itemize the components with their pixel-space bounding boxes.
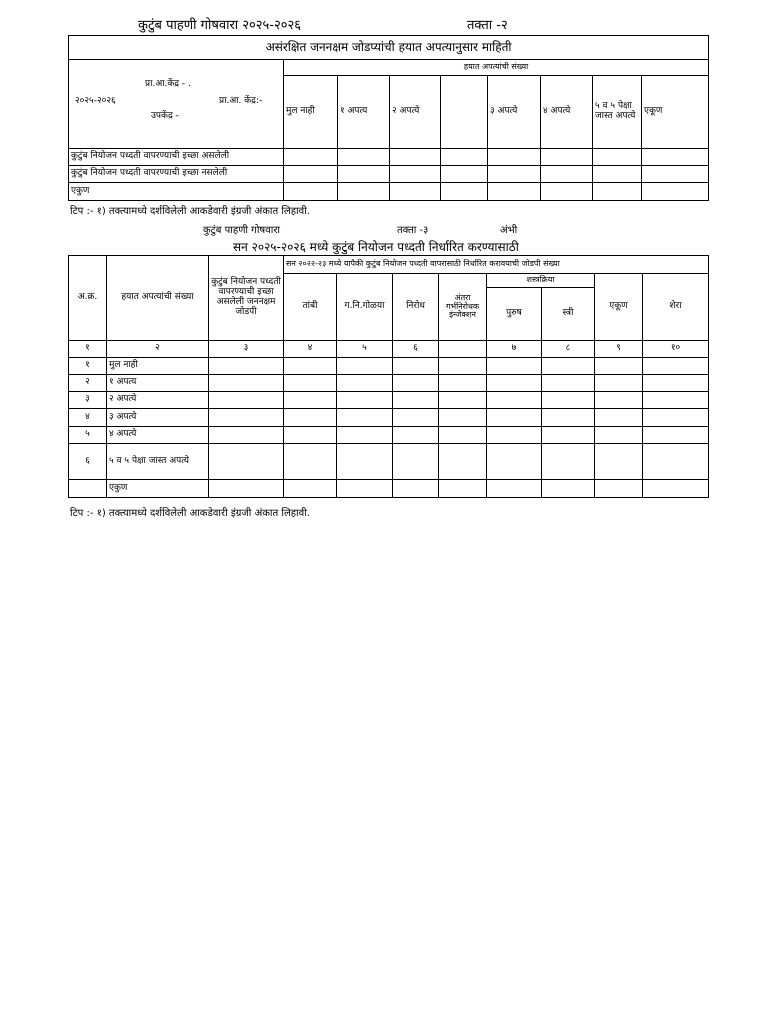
survey-summary-title: कुटुंब पाहणी गोषवारा २०२५-२०२६: [138, 18, 302, 33]
row-label: मुल नाही: [107, 358, 209, 375]
surgery-header: शस्त्रक्रिया: [487, 274, 595, 288]
table-row: [69, 358, 709, 375]
table-row: [69, 444, 709, 480]
pa-kendra-label-2: प्रा.आ. केंद्र:-: [219, 96, 263, 106]
col-number: ९: [595, 341, 643, 358]
col-female: स्त्री: [542, 288, 595, 341]
col-2-children: २ अपत्ये: [390, 76, 441, 149]
table-number-3: तक्ता -३: [397, 225, 429, 236]
serial-cell: १: [69, 358, 107, 375]
col-oral-pills: ग.नि.गोळया: [337, 274, 393, 341]
col-number: १०: [643, 341, 709, 358]
table1-title: असंरक्षित जननक्षम जोडप्यांची हयात अपत्यानुसार माहिती: [69, 36, 709, 60]
row-label: २ अपत्ये: [107, 392, 209, 409]
row-label: ३ अपत्ये: [107, 409, 209, 427]
table1-info-cell: [69, 60, 284, 149]
serial-cell: ४: [69, 409, 107, 427]
col-total: एकूण: [642, 76, 709, 149]
col-no-child: मुल नाही: [284, 76, 338, 149]
table-unprotected-couples: [68, 35, 709, 201]
serial-cell: ३: [69, 392, 107, 409]
row-label: ४ अपत्ये: [107, 427, 209, 444]
col-antara-injection: अंतरा गर्भनिरोधक इंन्जेक्शन: [439, 274, 487, 341]
table2-note: टिप :- १) तक्त्यामध्ये दर्शविलेली आकडेवारी इंग्रजी अंकात लिहावी.: [70, 508, 310, 519]
col-serial: अ.क्र.: [69, 256, 107, 341]
serial-cell: [69, 480, 107, 498]
col-number: ८: [542, 341, 595, 358]
col-number: १: [69, 341, 107, 358]
col-number: २: [107, 341, 209, 358]
row-label: १ अपत्य: [107, 375, 209, 392]
col-total: एकूण: [595, 274, 643, 341]
table3-right-heading: अंभी: [500, 225, 518, 236]
living-children-header: हयात अपत्यांची संख्या: [284, 60, 709, 76]
col-male: पुरुष: [487, 288, 542, 341]
table-number-2: तक्ता -२: [467, 18, 508, 33]
col-blank: [441, 76, 488, 149]
col-1-child: १ अपत्य: [338, 76, 390, 149]
col-3-children: ३ अपत्ये: [488, 76, 541, 149]
row-not-willing: कुटुंब नियोजन पध्दती वापरण्याची इच्छा नसलेली: [69, 166, 284, 183]
table-row: [69, 375, 709, 392]
col-number: ५: [337, 341, 393, 358]
table-row-total: [69, 480, 709, 498]
col-willing-couples: कुटुंब नियोजन पध्दती वापरण्याची इच्छा असलेली जननक्षम जोडपी: [209, 256, 284, 341]
col-number: ६: [393, 341, 439, 358]
col-number: [439, 341, 487, 358]
table-row: [69, 427, 709, 444]
serial-cell: ५: [69, 427, 107, 444]
col-number: ४: [284, 341, 337, 358]
row-willing: कुटुंब नियोजन पध्दती वापरण्याची इच्छा असलेली: [69, 149, 284, 166]
table1-note: टिप :- १) तक्त्यामध्ये दर्शविलेली आकडेवारी इंग्रजी अंकात लिहावी.: [70, 206, 310, 217]
col-4-children: ४ अपत्ये: [541, 76, 593, 149]
col-condom: निरोध: [393, 274, 439, 341]
row-label: एकुण: [107, 480, 209, 498]
serial-cell: २: [69, 375, 107, 392]
row-total: एकुण: [69, 183, 284, 201]
table3-left-heading: कुटुंब पाहणी गोषवारा: [203, 225, 281, 236]
table-row: [69, 409, 709, 427]
col-5-plus-children: ५ व ५ पेक्षा जास्त अपत्ये: [593, 76, 642, 149]
serial-cell: ६: [69, 444, 107, 480]
row-label: ५ व ५ पेक्षा जास्त अपत्ये: [107, 444, 209, 480]
column-number-row: [69, 341, 709, 358]
col-copper-t: तांबी: [284, 274, 337, 341]
pa-kendra-label-1: प्रा.आ.केंद्र - .: [145, 79, 191, 89]
table3-title: सन २०२५-२०२६ मध्ये कुटुंब नियोजन पध्दती निर्धारित करण्यासाठी: [233, 240, 519, 254]
col-living-children: हयात अपत्यांची संख्या: [107, 256, 209, 341]
target-couples-header: सन २०२२-२३ मध्ये यापैकी कुटुंब नियोजन पध्दती वापरासाठी निर्धारित करावयाची जोडपी संख्या: [284, 256, 709, 274]
upkendra-label: उपकेंद्र -: [151, 111, 179, 121]
col-number: ७: [487, 341, 542, 358]
table-row: [69, 392, 709, 409]
table-family-planning-targets: [68, 255, 709, 498]
col-remarks: शेरा: [643, 274, 709, 341]
year-label: २०२५-२०२६: [75, 96, 116, 106]
col-number: ३: [209, 341, 284, 358]
